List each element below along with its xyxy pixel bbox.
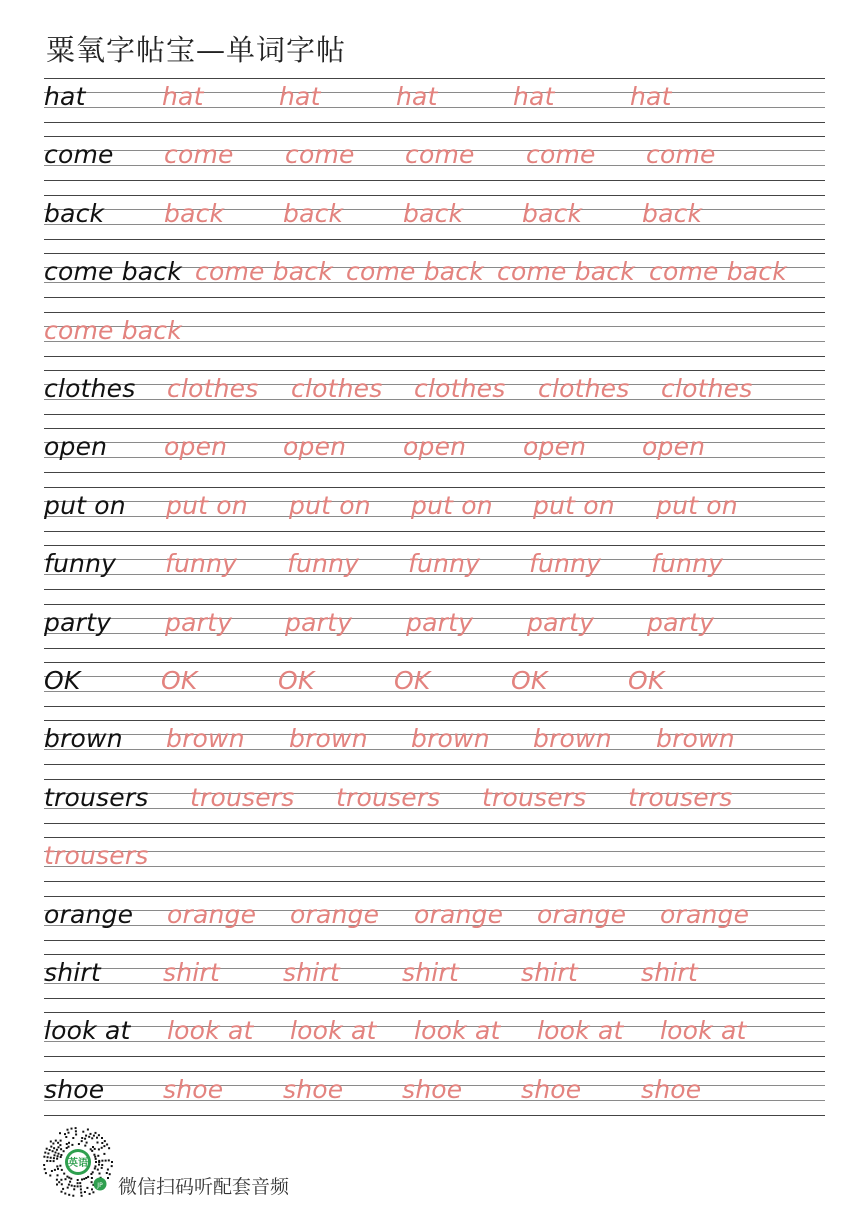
trace-word: clothes (661, 374, 753, 403)
trace-word: come back (649, 257, 787, 287)
trace-word: clothes (167, 374, 259, 403)
trace-word: open (403, 432, 467, 462)
practice-row (44, 720, 825, 764)
ruled-line (44, 1115, 825, 1116)
trace-word: party (647, 607, 715, 637)
trace-word: trousers (482, 782, 587, 812)
trace-word: funny (651, 549, 724, 579)
ruled-line (44, 706, 825, 707)
ruled-line (44, 604, 825, 605)
ruled-line (44, 779, 825, 780)
ruled-line (44, 940, 825, 941)
trace-word: look at (660, 1016, 747, 1046)
ruled-line (44, 954, 825, 955)
model-word: orange (44, 899, 134, 929)
trace-word: orange (537, 899, 627, 929)
ruled-line (44, 312, 825, 313)
trace-word: put on (533, 490, 615, 520)
ruled-line (44, 428, 825, 429)
trace-word: brown (289, 724, 368, 754)
trace-word: orange (290, 899, 380, 929)
trace-word: shoe (521, 1074, 582, 1104)
trace-word: look at (290, 1016, 377, 1046)
qr-badge-text: 英语 (68, 1158, 88, 1169)
trace-word: come back (346, 257, 484, 287)
ruled-line (44, 998, 825, 999)
ruled-line (44, 545, 825, 546)
ruled-line (44, 472, 825, 473)
qr-corner-text: JP (97, 1182, 103, 1189)
trace-word: hat (396, 82, 438, 111)
model-word: shoe (44, 1074, 105, 1104)
ruled-line (44, 851, 825, 852)
ruled-line (44, 764, 825, 765)
trace-word: shirt (641, 958, 698, 987)
trace-word: orange (414, 899, 504, 929)
ruled-line (44, 370, 825, 371)
trace-word: put on (166, 490, 248, 520)
model-word: OK (44, 666, 81, 695)
practice-row (44, 1012, 825, 1056)
practice-row (44, 78, 825, 122)
ruled-line (44, 1056, 825, 1057)
ruled-line (44, 1012, 825, 1013)
trace-word: back (642, 198, 703, 228)
model-word: hat (44, 82, 86, 111)
trace-word: come (405, 140, 475, 170)
practice-row (44, 837, 825, 881)
trace-word: shoe (402, 1074, 463, 1104)
trace-word: trousers (44, 841, 149, 871)
practice-row (44, 136, 825, 180)
ruled-line (44, 122, 825, 123)
trace-word: hat (513, 82, 555, 111)
model-word: come (44, 140, 114, 170)
trace-word: come back (44, 315, 182, 345)
practice-row (44, 954, 825, 998)
trace-word: trousers (190, 782, 295, 812)
trace-word: look at (414, 1016, 501, 1046)
trace-word: open (283, 432, 347, 462)
practice-row (44, 779, 825, 823)
qr-code-icon[interactable] (42, 1126, 114, 1198)
ruled-line (44, 78, 825, 79)
ruled-line (44, 896, 825, 897)
practice-row (44, 312, 825, 356)
trace-word: orange (167, 899, 257, 929)
ruled-line (44, 356, 825, 357)
trace-word: shirt (163, 958, 220, 987)
practice-row (44, 253, 825, 297)
ruled-line (44, 180, 825, 181)
trace-word: brown (533, 724, 612, 754)
model-word: look at (44, 1016, 131, 1046)
trace-word: clothes (414, 374, 506, 403)
model-word: put on (44, 490, 126, 520)
trace-word: hat (162, 82, 204, 111)
trace-word: orange (660, 899, 750, 929)
ruled-line (44, 837, 825, 838)
ruled-line (44, 589, 825, 590)
page-title: 粟氧字帖宝—单词字帖 (46, 33, 347, 67)
ruled-line (44, 253, 825, 254)
trace-word: OK (511, 666, 548, 695)
trace-word: put on (411, 490, 493, 520)
trace-word: clothes (538, 374, 630, 403)
model-word: back (44, 198, 105, 228)
trace-word: party (527, 607, 595, 637)
trace-word: open (642, 432, 706, 462)
trace-word: trousers (336, 782, 441, 812)
ruled-line (44, 136, 825, 137)
ruled-line (44, 239, 825, 240)
trace-word: shirt (402, 958, 459, 987)
ruled-line (44, 531, 825, 532)
practice-row (44, 195, 825, 239)
trace-word: OK (394, 666, 431, 695)
model-word: trousers (44, 782, 149, 812)
trace-word: open (523, 432, 587, 462)
trace-word: OK (628, 666, 665, 695)
trace-word: shoe (163, 1074, 224, 1104)
trace-word: funny (408, 549, 481, 579)
trace-word: look at (167, 1016, 254, 1046)
trace-word: trousers (628, 782, 733, 812)
trace-word: back (283, 198, 344, 228)
practice-row (44, 662, 825, 706)
footer (42, 1126, 362, 1200)
trace-word: come back (195, 257, 333, 287)
trace-word: brown (166, 724, 245, 754)
trace-word: shirt (521, 958, 578, 987)
model-word: brown (44, 724, 123, 754)
trace-word: party (165, 607, 233, 637)
model-word: come back (44, 257, 182, 287)
trace-word: put on (656, 490, 738, 520)
trace-word: brown (411, 724, 490, 754)
trace-word: OK (161, 666, 198, 695)
trace-word: come (526, 140, 596, 170)
ruled-line (44, 414, 825, 415)
model-word: shirt (44, 958, 101, 987)
trace-word: come (646, 140, 716, 170)
trace-word: hat (279, 82, 321, 111)
ruled-line (44, 823, 825, 824)
trace-word: hat (630, 82, 672, 111)
trace-word: back (522, 198, 583, 228)
ruled-line (44, 866, 825, 867)
trace-word: look at (537, 1016, 624, 1046)
trace-word: come (164, 140, 234, 170)
ruled-line (44, 662, 825, 663)
practice-row (44, 1071, 825, 1115)
trace-word: open (164, 432, 228, 462)
ruled-line (44, 648, 825, 649)
trace-word: clothes (291, 374, 383, 403)
model-word: funny (44, 549, 117, 579)
ruled-line (44, 720, 825, 721)
model-word: open (44, 432, 108, 462)
trace-word: funny (529, 549, 602, 579)
practice-row (44, 487, 825, 531)
practice-row (44, 896, 825, 940)
ruled-line (44, 195, 825, 196)
trace-word: OK (278, 666, 315, 695)
model-word: party (44, 607, 112, 637)
trace-word: shoe (283, 1074, 344, 1104)
footer-caption: 微信扫码听配套音频 (118, 1176, 290, 1198)
trace-word: put on (289, 490, 371, 520)
trace-word: come back (497, 257, 635, 287)
ruled-line (44, 487, 825, 488)
practice-row (44, 428, 825, 472)
trace-word: brown (656, 724, 735, 754)
trace-word: funny (165, 549, 238, 579)
trace-word: come (285, 140, 355, 170)
trace-word: funny (287, 549, 360, 579)
ruled-line (44, 297, 825, 298)
ruled-line (44, 1071, 825, 1072)
trace-word: shoe (641, 1074, 702, 1104)
trace-word: shirt (283, 958, 340, 987)
practice-row (44, 604, 825, 648)
trace-word: back (164, 198, 225, 228)
model-word: clothes (44, 374, 136, 403)
trace-word: party (285, 607, 353, 637)
trace-word: back (403, 198, 464, 228)
practice-row (44, 545, 825, 589)
practice-row (44, 370, 825, 414)
ruled-line (44, 881, 825, 882)
trace-word: party (406, 607, 474, 637)
